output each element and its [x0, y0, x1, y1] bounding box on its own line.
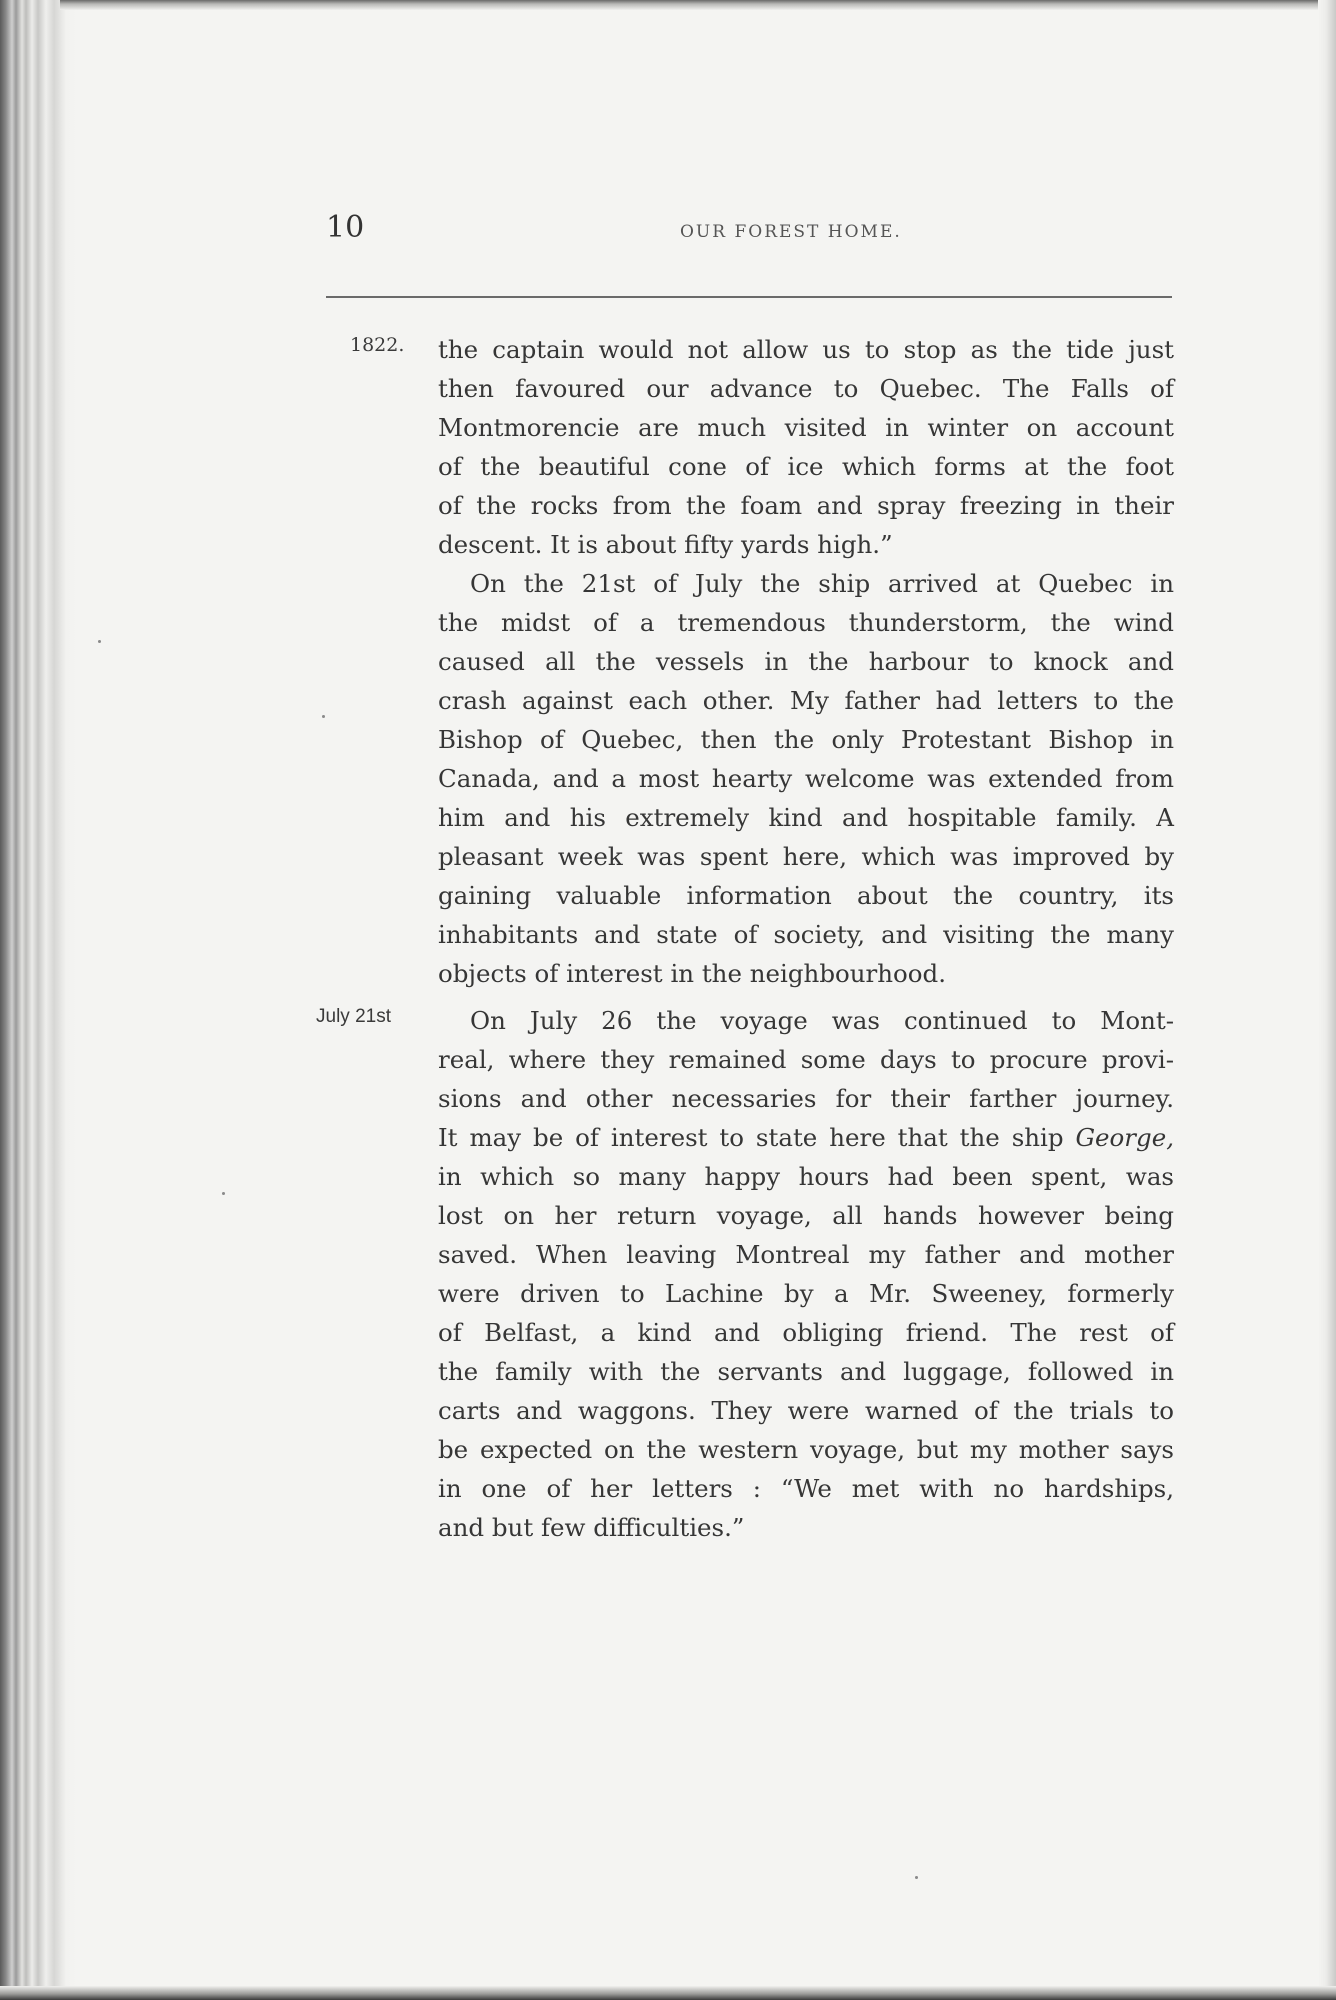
text-line: in which so many happy hours had been spent, was	[438, 1162, 1174, 1191]
running-title: OUR FOREST HOME.	[680, 222, 902, 242]
text-line: pleasant week was spent here, which was improved by	[438, 842, 1174, 871]
margin-note-date: July 21st	[316, 1006, 391, 1027]
book-spine-edges	[0, 0, 78, 2000]
page-bottom-edge	[0, 1986, 1336, 2000]
ship-name: George,	[1075, 1123, 1174, 1152]
text-line: Montmorencie are much visited in winter on account	[438, 413, 1174, 442]
text-line: lost on her return voyage, all hands however being	[438, 1201, 1174, 1230]
paper-speck	[322, 715, 325, 718]
text-line: real, where they remained some days to procure provi-	[438, 1045, 1174, 1074]
text-line: were driven to Lachine by a Mr. Sweeney, formerly	[438, 1279, 1174, 1308]
text-line: and but few difficulties.”	[438, 1513, 745, 1542]
text-line: the family with the servants and luggage, followed in	[438, 1357, 1174, 1386]
text-line: Bishop of Quebec, then the only Protestant Bishop in	[438, 725, 1174, 754]
text-line: be expected on the western voyage, but my mother says	[438, 1435, 1174, 1464]
paper-speck	[98, 640, 101, 643]
text-segment: It may be of interest to state here that the ship	[438, 1123, 1076, 1152]
text-line: objects of interest in the neighbourhood.	[438, 959, 947, 988]
margin-note-year: 1822.	[350, 334, 405, 356]
text-line: saved. When leaving Montreal my father and mother	[438, 1240, 1174, 1269]
paper-speck	[222, 1192, 225, 1195]
text-line: On July 26 the voyage was continued to Mont-	[470, 1006, 1174, 1035]
text-line: carts and waggons. They were warned of the trials to	[438, 1396, 1174, 1425]
text-line: Canada, and a most hearty welcome was extended from	[438, 764, 1174, 793]
text-line: of Belfast, a kind and obliging friend. The rest of	[438, 1318, 1174, 1347]
text-line: crash against each other. My father had letters to the	[438, 686, 1174, 715]
text-line: inhabitants and state of society, and visiting the many	[438, 920, 1174, 949]
text-line: sions and other necessaries for their farther journey.	[438, 1084, 1174, 1113]
text-line: On the 21st of July the ship arrived at Quebec in	[470, 569, 1174, 598]
text-line: the midst of a tremendous thunderstorm, the wind	[438, 608, 1174, 637]
text-line: gaining valuable information about the country, its	[438, 881, 1174, 910]
text-line: descent. It is about fifty yards high.”	[438, 530, 893, 559]
paper-speck	[915, 1876, 918, 1879]
header-rule	[326, 296, 1172, 298]
text-line: caused all the vessels in the harbour to knock and	[438, 647, 1174, 676]
text-line: of the beautiful cone of ice which forms at the foot	[438, 452, 1174, 481]
text-line: of the rocks from the foam and spray freezing in their	[438, 491, 1174, 520]
text-line-with-ship	[438, 1118, 1174, 1157]
text-line: then favoured our advance to Quebec. The Falls of	[438, 374, 1174, 403]
page-number: 10	[326, 210, 365, 245]
text-line: the captain would not allow us to stop as the tide just	[438, 335, 1174, 364]
page-right-edge	[1318, 0, 1336, 2000]
text-line: in one of her letters : “We met with no hardships,	[438, 1474, 1174, 1503]
page-top-edge	[60, 0, 1336, 10]
text-line: him and his extremely kind and hospitable family. A	[438, 803, 1174, 832]
